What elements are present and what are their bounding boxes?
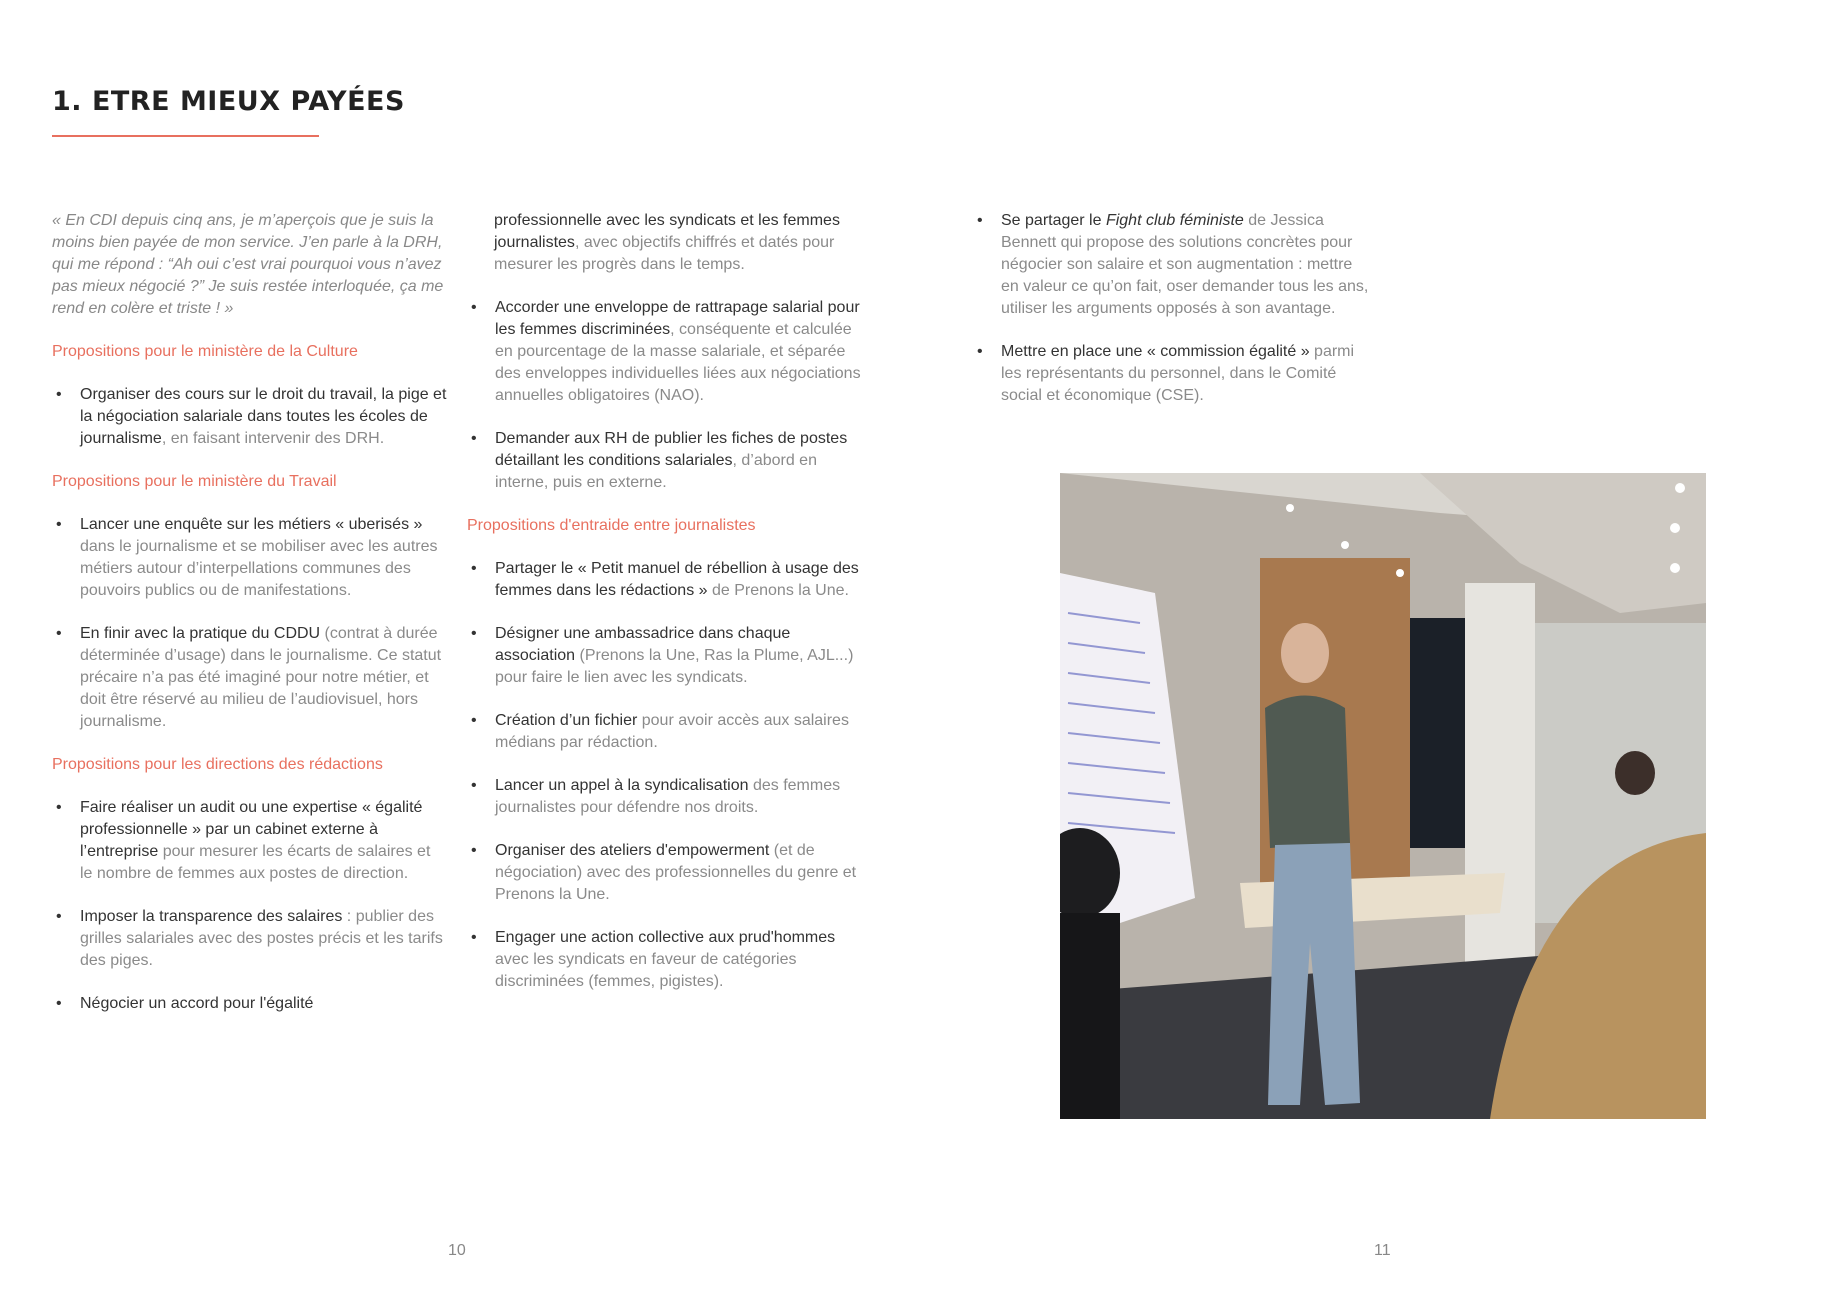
bullet-icon: • — [56, 516, 62, 533]
page-number-left: 10 — [448, 1242, 466, 1259]
section-heading-travail: Propositions pour le ministère du Travail — [52, 473, 337, 490]
workshop-photo — [1060, 473, 1706, 1119]
title-underline — [52, 135, 319, 137]
photo-illustration — [1060, 473, 1706, 1119]
bullet-icon: • — [471, 625, 477, 642]
list-item: • Engager une action collective aux prud'hommes avec les syndicats en faveur de catégories discriminées (femmes, pigistes). — [471, 929, 836, 990]
bullet-icon: • — [56, 386, 62, 403]
photo-doorway — [1410, 618, 1465, 848]
section-heading-directions: Propositions pour les directions des rédactions — [52, 756, 383, 773]
photo-audience-back — [1615, 751, 1655, 795]
page-title: 1. ETRE MIEUX PAYÉES — [52, 86, 405, 117]
section-heading-entraide: Propositions d'entraide entre journalistes — [467, 517, 756, 534]
list-item: • Organiser des ateliers d'empowerment (et de négociation) avec des professionnelles du genre et Prenons la Une. — [471, 842, 857, 903]
list-item: • Désigner une ambassadrice dans chaque association (Prenons la Une, Ras la Plume, AJL...) pour faire le lien avec les syndicats. — [471, 625, 854, 686]
bullet-icon: • — [471, 777, 477, 794]
page-number-right: 11 — [1374, 1242, 1391, 1259]
photo-pillar — [1465, 583, 1535, 1023]
book-title: Fight club féministe — [1105, 212, 1244, 229]
list-item: • Organiser des cours sur le droit du travail, la pige et la négociation salariale dans toutes les écoles de journalisme, en faisant intervenir des DRH. — [56, 386, 447, 447]
bullet-icon: • — [56, 908, 62, 925]
column-left — [52, 210, 447, 1036]
list-item: • Faire réaliser un audit ou une expertise « égalité professionnelle » par un cabinet externe à l’entreprise pour mesurer les écarts de salaires et le nombre de femmes aux postes de direction. — [56, 799, 431, 882]
bullet-icon: • — [56, 625, 62, 642]
list-item: • Accorder une enveloppe de rattrapage salarial pour les femmes discriminées, conséquente et calculée en pourcentage de la masse salariale, et séparée des enveloppes individuelles liées aux négociations annuelles obligatoires (NAO). — [471, 299, 861, 404]
bullet-icon: • — [471, 712, 477, 729]
bullet-icon: • — [56, 995, 62, 1012]
bullet-icon: • — [471, 929, 477, 946]
list-item: • Se partager le Fight club féministe de Jessica Bennett qui propose des solutions concrètes pour négocier son salaire et son augmentation : mettre en valeur ce qu’on fait, oser demander tous les ans, utiliser les arguments opposés à son avantage. — [977, 212, 1369, 317]
list-item: • Partager le « Petit manuel de rébellion à usage des femmes dans les rédactions » de Prenons la Une. — [471, 560, 859, 599]
list-culture — [52, 384, 447, 450]
column-middle — [467, 210, 867, 1014]
list-item: • En finir avec la pratique du CDDU (contrat à durée déterminée d’usage) dans le journalisme. Ce statut précaire n’a pas été imaginé pour notre métier, et doit être réservé au milieu de l’audiovisuel, hors journalisme. — [56, 625, 442, 730]
list-travail — [52, 514, 447, 733]
bullet-icon: • — [471, 299, 477, 316]
list-item: • Lancer un appel à la syndicalisation des femmes journalistes pour défendre nos droits. — [471, 777, 841, 816]
photo-audience-left-body — [1060, 913, 1120, 1119]
list-directions — [52, 797, 447, 1015]
bullet-icon: • — [977, 212, 983, 229]
testimony-quote: « En CDI depuis cinq ans, je m’aperçois que je suis la moins bien payée de mon service. J’en parle à la DRH, qui me répond : “Ah oui c’est vrai pourquoi vous n’avez pas mieux négocié ?” Je suis restée interloquée, ça me rend en colère et triste ! » — [52, 212, 444, 317]
column-right — [973, 210, 1373, 428]
list-directions-cont — [467, 297, 867, 494]
list-item: • Création d’un fichier pour avoir accès aux salaires médians par rédaction. — [471, 712, 849, 751]
list-item-continuation: professionnelle avec les syndicats et les femmes journalistes, avec objectifs chiffrés et datés pour mesurer les progrès dans le temps. — [494, 212, 840, 273]
section-heading-culture: Propositions pour le ministère de la Culture — [52, 343, 358, 360]
bullet-icon: • — [56, 799, 62, 816]
bullet-icon: • — [471, 560, 477, 577]
bullet-icon: • — [471, 842, 477, 859]
list-item: • Demander aux RH de publier les fiches de postes détaillant les conditions salariales, d’abord en interne, puis en externe. — [471, 430, 848, 491]
list-entraide-cont — [973, 210, 1373, 407]
list-item: • Imposer la transparence des salaires : publier des grilles salariales avec des postes précis et les tarifs des piges. — [56, 908, 443, 969]
bullet-icon: • — [977, 343, 983, 360]
photo-speaker-head — [1281, 623, 1329, 683]
photo-speaker-sweater — [1265, 696, 1350, 849]
list-entraide — [467, 558, 867, 993]
list-item: • Lancer une enquête sur les métiers « uberisés » dans le journalisme et se mobiliser avec les autres métiers autour d’interpellations communes des pouvoirs publics ou de manifestations. — [56, 516, 438, 599]
bullet-icon: • — [471, 430, 477, 447]
list-item: • Négocier un accord pour l'égalité — [52, 993, 447, 1015]
list-item: • Mettre en place une « commission égalité » parmi les représentants du personnel, dans le Comité social et économique (CSE). — [977, 343, 1355, 404]
